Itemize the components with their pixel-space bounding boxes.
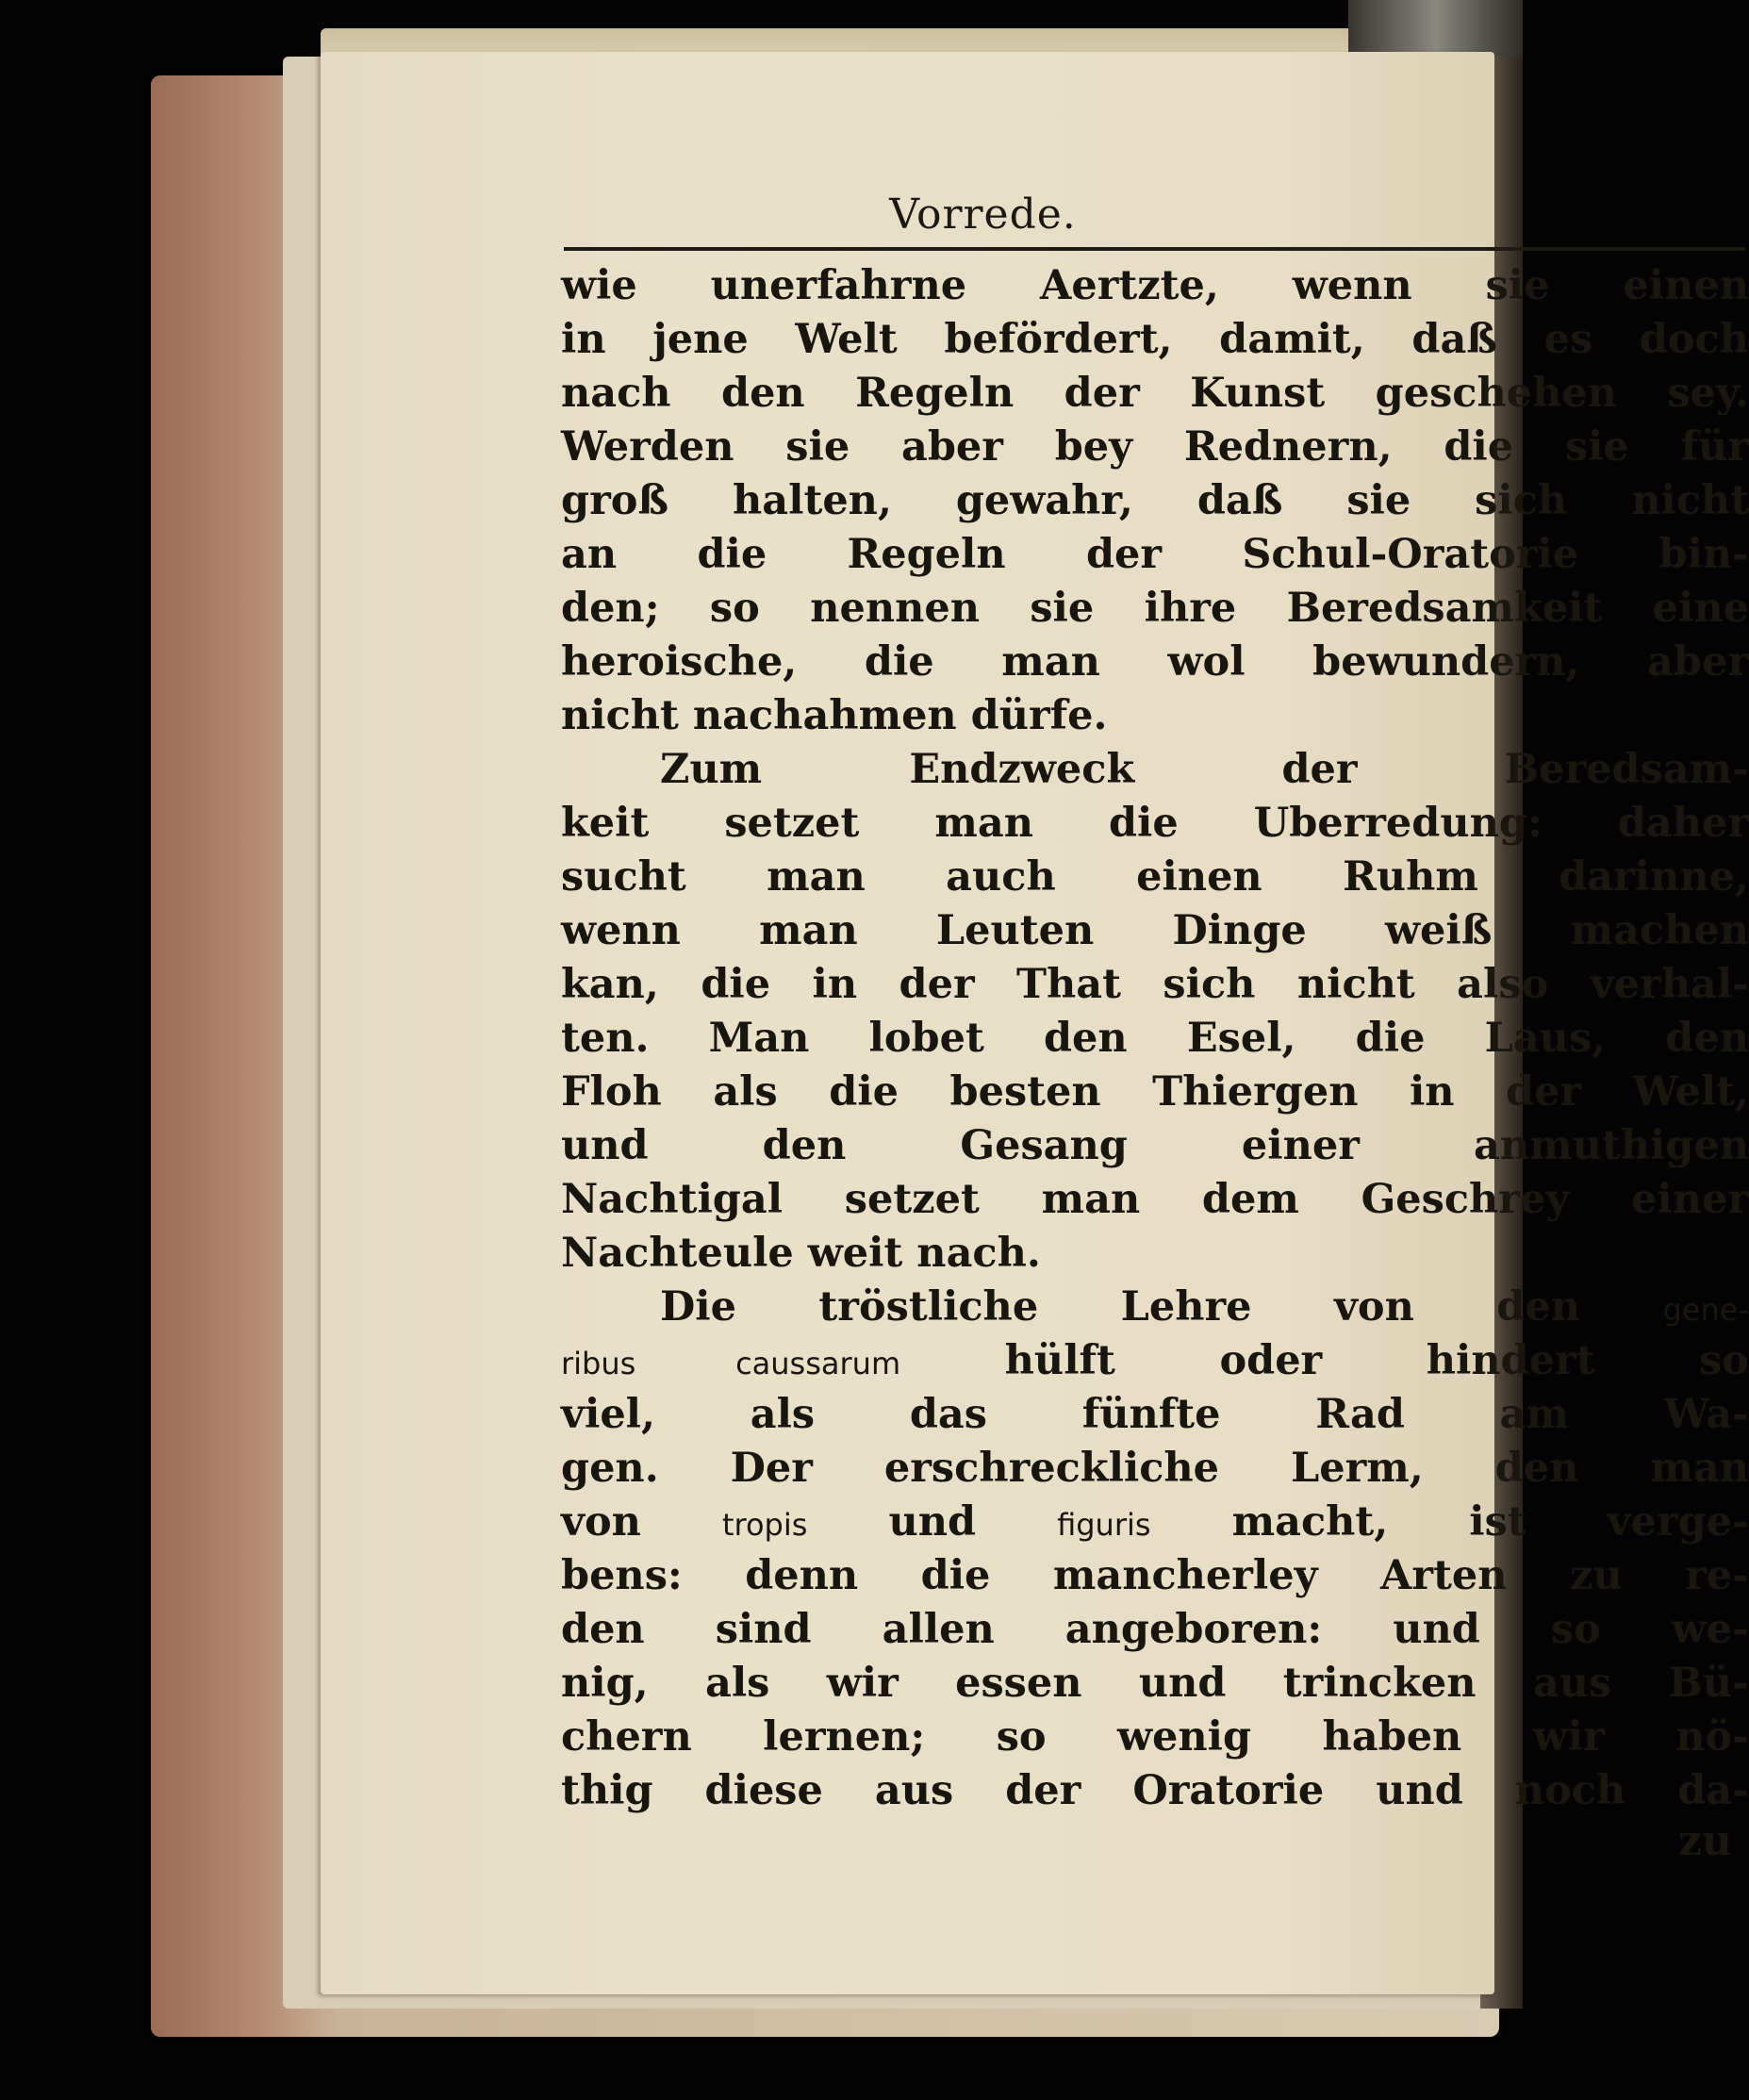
text-line: heroische, die man wol bewundern, aber: [561, 638, 1749, 686]
text-line: und den Gesang einer anmuthigen: [561, 1122, 1749, 1169]
text-line: thig diese aus der Oratorie und noch da-: [561, 1767, 1749, 1814]
text-line: wenn man Leuten Dinge weiß machen: [561, 907, 1749, 954]
text-line: Nachtigal setzet man dem Geschrey einer: [561, 1176, 1749, 1223]
binding-strap: [1348, 0, 1523, 57]
text-line: nach den Regeln der Kunst geschehen sey.: [561, 370, 1749, 417]
text-line: chern lernen; so wenig haben wir nö-: [561, 1713, 1749, 1761]
text-line: [561, 1334, 1749, 1388]
text-line: Nachteule weit nach.: [561, 1230, 1041, 1277]
latin-term: tropis: [721, 1507, 808, 1543]
text-line: groß halten, gewahr, daß sie sich nicht: [561, 477, 1749, 524]
text-line: nig, als wir essen und trincken aus Bü-: [561, 1660, 1749, 1707]
text-line: Werden sie aber bey Rednern, die sie für: [561, 423, 1749, 471]
text-run: Die tröstliche Lehre von den: [660, 1283, 1581, 1331]
text-line: den; so nennen sie ihre Beredsamkeit eine: [561, 585, 1749, 632]
latin-term: figuris: [1057, 1507, 1151, 1543]
paragraph-start: Zum Endzweck der Beredsam-: [660, 746, 1749, 793]
text-line: gen. Der erschreckliche Lerm, den man: [561, 1445, 1749, 1492]
running-title: Vorrede.: [889, 190, 1077, 239]
text-line: Floh als die besten Thiergen in der Welt,: [561, 1068, 1749, 1116]
text-run: von: [561, 1498, 641, 1546]
catchword: zu: [1678, 1817, 1732, 1865]
text-line: sucht man auch einen Ruhm darinne,: [561, 853, 1749, 901]
text-line: nicht nachahmen dürfe.: [561, 692, 1108, 739]
latin-term: ribus caussarum: [561, 1346, 901, 1381]
text-line: bens: denn die mancherley Arten zu re-: [561, 1552, 1749, 1599]
text-line: an die Regeln der Schul-Oratorie bin-: [561, 531, 1749, 578]
text-run: hülft oder hindert so: [1004, 1337, 1749, 1384]
text-line: in jene Welt befördert, damit, daß es doch: [561, 316, 1749, 363]
text-line: viel, als das fünfte Rad am Wa-: [561, 1391, 1749, 1438]
book-page: [321, 52, 1749, 1994]
text-line: wie unerfahrne Aertzte, wenn sie einen: [561, 262, 1749, 309]
text-run: macht, ist verge-: [1231, 1498, 1749, 1546]
header-rule: [564, 247, 1745, 251]
text-line: kan, die in der That sich nicht also verhal-: [561, 961, 1749, 1008]
text-line: [561, 1496, 1749, 1549]
latin-term: gene-: [1662, 1292, 1749, 1328]
text-line: den sind allen angeboren: und so we-: [561, 1606, 1749, 1653]
text-run: und: [888, 1498, 977, 1546]
page-text: [561, 259, 1749, 1818]
text-line: ten. Man lobet den Esel, die Laus, den: [561, 1015, 1749, 1062]
paragraph-start: [561, 1281, 1749, 1334]
text-line: keit setzet man die Uberredung: daher: [561, 800, 1749, 847]
